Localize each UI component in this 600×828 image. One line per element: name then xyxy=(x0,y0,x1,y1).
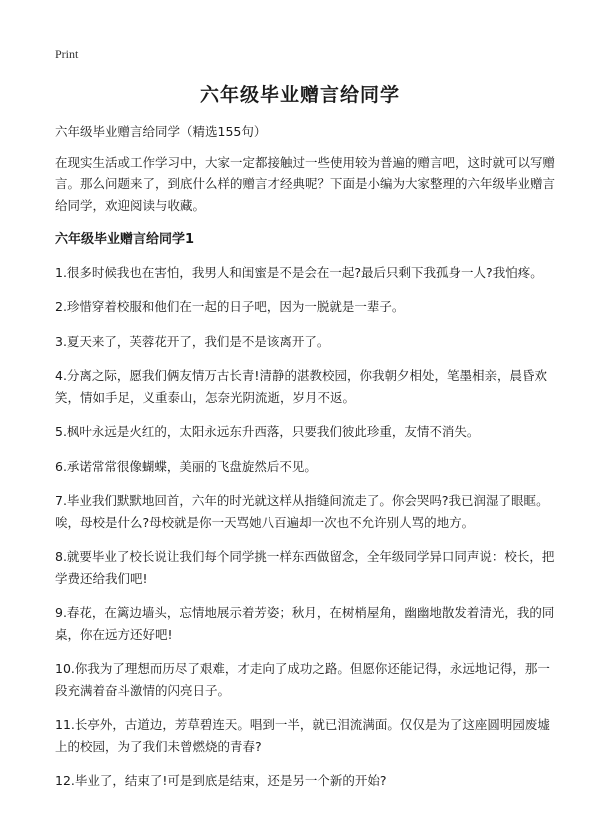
list-item: 7.毕业我们默默地回首，六年的时光就这样从指缝间流走了。你会哭吗?我已润湿了眼眶。唉，母校是什么?母校就是你一天骂她八百遍却一次也不允许别人骂的地方。 xyxy=(55,493,549,530)
section-heading: 六年级毕业赠言给同学1 xyxy=(55,232,195,247)
subtitle: 六年级毕业赠言给同学（精选155句） xyxy=(55,124,267,139)
document-body xyxy=(55,121,555,805)
list-item: 6.承诺常常很像蝴蝶，美丽的飞盘旋然后不见。 xyxy=(55,458,317,474)
list-item: 8.就要毕业了校长说让我们每个同学挑一样东西做留念，全年级同学异口同声说：校长，把学费还给我们吧! xyxy=(55,549,555,586)
print-label: Print xyxy=(55,47,79,61)
list-item: 2.珍惜穿着校服和他们在一起的日子吧，因为一脱就是一辈子。 xyxy=(55,299,405,314)
list-item: 5.枫叶永远是火红的，太阳永远东升西落，只要我们彼此珍重，友情不消失。 xyxy=(55,424,480,439)
list-item: 11.长亭外，古道边，芳草碧连天。唱到一半，就已泪流满面。仅仅是为了这座圆明园废墟上的校园，为了我们未曾燃烧的青春? xyxy=(55,717,550,754)
list-item: 1.很多时候我也在害怕，我男人和闺蜜是不是会在一起?最后只剩下我孤身一人?我怕疼。 xyxy=(55,264,543,280)
list-item: 12.毕业了，结束了!可是到底是结束，还是另一个新的开始? xyxy=(55,773,387,788)
list-item: 3.夏天来了，芙蓉花开了，我们是不是该离开了。 xyxy=(55,333,330,349)
list-item: 9.春花，在篱边墙头，忘情地展示着芳姿；秋月，在树梢屋角，幽幽地散发着清光，我的同桌，你在远方还好吧! xyxy=(55,605,555,642)
list-item: 4.分离之际，愿我们俩友情万古长青!清静的湛教校园，你我朝夕相处，笔墨相亲，晨昏欢笑，情如手足，义重泰山，怎奈光阴流逝，岁月不返。 xyxy=(55,368,547,405)
list-item: 10.你我为了理想而历尽了艰难，才走向了成功之路。但愿你还能记得，永远地记得，那一段充满着奋斗激情的闪亮日子。 xyxy=(55,661,550,698)
page-title: 六年级毕业赠言给同学 xyxy=(199,84,400,106)
intro-paragraph: 在现实生活或工作学习中，大家一定都接触过一些使用较为普遍的赠言吧，这时就可以写赠言。那么问题来了，到底什么样的赠言才经典呢？下面是小编为大家整理的六年级毕业赠言给同学，欢迎阅读与收藏。 xyxy=(55,154,556,213)
